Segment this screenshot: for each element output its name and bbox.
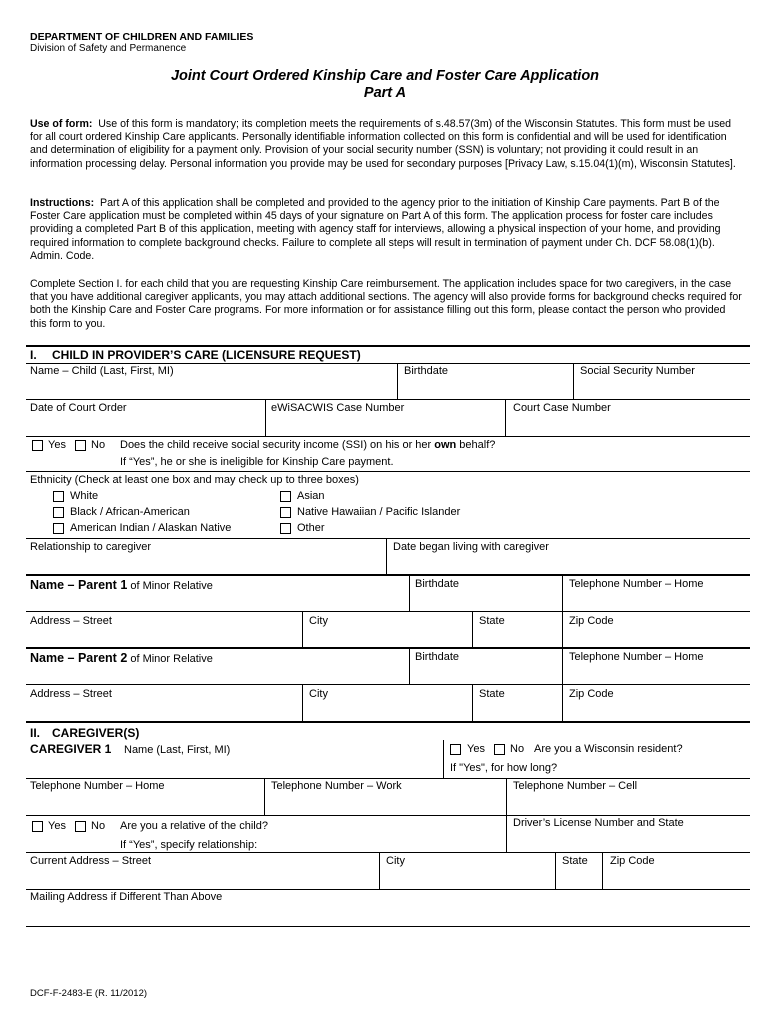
- row-rule: [26, 815, 750, 816]
- ethnicity-white-label: White: [70, 490, 99, 502]
- divider: [302, 684, 303, 722]
- ethnicity-label: Ethnicity (Check at least one box and may check up to three boxes): [30, 474, 359, 486]
- divider: [505, 399, 506, 436]
- row-rule: [26, 647, 750, 649]
- ethnicity-black-checkbox[interactable]: [53, 507, 64, 518]
- relative-yes-label: Yes: [48, 820, 66, 832]
- parent2-telephone-field[interactable]: Telephone Number – Home: [569, 651, 704, 663]
- ethnicity-black-label: Black / African-American: [70, 506, 190, 518]
- form-id: DCF-F-2483-E (R. 11/2012): [30, 988, 148, 999]
- use-of-form-label: Use of form:: [30, 118, 93, 130]
- drivers-license-field[interactable]: Driver’s License Number and State: [513, 817, 684, 829]
- row-rule: [26, 852, 750, 853]
- ethnicity-asian-label: Asian: [297, 490, 325, 502]
- instructions-text: Part A of this application shall be completed and provided to the agency prior to the initiation of Kinship Care payments. Part B of the Foster Care application must be completed within 45 days of your signature on Part A of this form. The application process for foster care includes providing a completed Part B of this application, meeting with agency staff for interviews, allowing a physical inspection of your home, and providing required information to complete background checks. Failure to complete all steps will result in termination of payment under Ch. DCF 58.08(1)(b). Admin. Code.: [30, 197, 721, 262]
- divider: [562, 648, 563, 685]
- current-city-field[interactable]: City: [386, 855, 405, 867]
- parent1-state-field[interactable]: State: [479, 615, 505, 627]
- resident-no-checkbox[interactable]: [494, 744, 505, 755]
- section1-number: I.: [30, 348, 37, 362]
- divider: [409, 648, 410, 685]
- ethnicity-native-checkbox[interactable]: [53, 523, 64, 534]
- row-rule: [26, 778, 750, 779]
- parent1-city-field[interactable]: City: [309, 615, 328, 627]
- row-rule: [26, 471, 750, 472]
- parent1-telephone-field[interactable]: Telephone Number – Home: [569, 578, 704, 590]
- ssi-no-checkbox[interactable]: [75, 440, 86, 451]
- instructions-label: Instructions:: [30, 197, 95, 209]
- parent1-name-bold: Name – Parent 1: [30, 578, 128, 592]
- divider: [472, 611, 473, 648]
- court-case-field[interactable]: Court Case Number: [513, 402, 611, 414]
- parent2-birthdate-field[interactable]: Birthdate: [415, 651, 460, 663]
- parent1-birthdate-field[interactable]: Birthdate: [415, 578, 460, 590]
- row-rule: [26, 538, 750, 539]
- section2-top-rule: [26, 721, 750, 723]
- ssi-question-pre: Does the child receive social security income (SSI) on his or her: [120, 439, 435, 451]
- resident-yes-label: Yes: [467, 743, 485, 755]
- row-rule: [26, 684, 750, 685]
- ewisacwis-case-field[interactable]: eWiSACWIS Case Number: [271, 402, 405, 414]
- caregiver1-tel-home-field[interactable]: Telephone Number – Home: [30, 780, 165, 792]
- section2-heading: CAREGIVER(S): [52, 726, 140, 740]
- parent2-name-bold: Name – Parent 2: [30, 651, 128, 665]
- form-title-part: Part A: [363, 85, 407, 101]
- resident-yes-checkbox[interactable]: [450, 744, 461, 755]
- current-state-field[interactable]: State: [562, 855, 588, 867]
- divider: [397, 363, 398, 399]
- relative-specify-field[interactable]: If “Yes”, specify relationship:: [120, 839, 258, 851]
- divider: [302, 611, 303, 648]
- instructions-paragraph: [30, 197, 742, 263]
- child-birthdate-field[interactable]: Birthdate: [404, 365, 449, 377]
- divider: [443, 740, 444, 779]
- ssi-note: If “Yes”, he or she is ineligible for Kinship Care payment.: [120, 456, 394, 468]
- row-rule: [26, 574, 750, 576]
- caregiver1-tel-cell-field[interactable]: Telephone Number – Cell: [513, 780, 638, 792]
- ethnicity-hawaiian-label: Native Hawaiian / Pacific Islander: [297, 506, 461, 518]
- complete-section-paragraph: Complete Section I. for each child that you are requesting Kinship Care reimbursement. The application includes space for two caregivers, in the case that you have additional caregiver applicants, you may attach additional sections. The agency will also provide forms for background checks required for both the Kinship Care and Foster Care programs. For more information or for assistance filling out this form, please contact the person who provided this form to you.: [30, 278, 742, 330]
- ssi-question: [120, 439, 495, 451]
- division-name: Division of Safety and Permanence: [30, 43, 187, 54]
- row-rule: [26, 399, 750, 400]
- ssi-yes-label: Yes: [48, 439, 66, 451]
- ethnicity-hawaiian-checkbox[interactable]: [280, 507, 291, 518]
- divider: [602, 852, 603, 890]
- resident-no-label: No: [510, 743, 525, 755]
- divider: [562, 575, 563, 612]
- parent2-state-field[interactable]: State: [479, 688, 505, 700]
- divider: [562, 684, 563, 722]
- mailing-address-field[interactable]: Mailing Address if Different Than Above: [30, 891, 223, 903]
- current-zip-field[interactable]: Zip Code: [610, 855, 655, 867]
- relationship-field[interactable]: Relationship to caregiver: [30, 541, 152, 553]
- row-rule: [26, 611, 750, 612]
- resident-duration-field[interactable]: If "Yes", for how long?: [450, 762, 558, 774]
- parent2-city-field[interactable]: City: [309, 688, 328, 700]
- parent2-zip-field[interactable]: Zip Code: [569, 688, 614, 700]
- ethnicity-native-label: American Indian / Alaskan Native: [70, 522, 232, 534]
- parent1-address-field[interactable]: Address – Street: [30, 615, 112, 627]
- ethnicity-other-label: Other: [297, 522, 325, 534]
- ssi-question-post: behalf?: [456, 439, 496, 451]
- date-began-field[interactable]: Date began living with caregiver: [393, 541, 549, 553]
- divider: [562, 611, 563, 648]
- relative-yes-checkbox[interactable]: [32, 821, 43, 832]
- department-name: DEPARTMENT OF CHILDREN AND FAMILIES: [30, 31, 254, 43]
- use-of-form-text: Use of this form is mandatory; its completion meets the requirements of s.48.57(3m) of the Wisconsin Statutes. This form must be used for all court ordered Kinship Care applicants. Personally identifiable information collected on this form is confidential and will be used for identification and determination of eligibility for a payment only. Provision of your social security number (SSN) is voluntary; not providing it could result in an information processing delay. Personal information you provide may be used for secondary purposes [Privacy Law, s.15.04(1)(m), Wisconsin Statutes].: [30, 118, 736, 170]
- child-name-field[interactable]: Name – Child (Last, First, MI): [30, 365, 174, 377]
- parent2-name-field[interactable]: [30, 651, 213, 665]
- caregiver1-name-field[interactable]: Name (Last, First, MI): [124, 744, 231, 756]
- relative-no-label: No: [91, 820, 106, 832]
- child-ssn-field[interactable]: Social Security Number: [580, 365, 695, 377]
- row-rule: [26, 436, 750, 437]
- divider: [265, 399, 266, 436]
- divider: [555, 852, 556, 890]
- current-address-field[interactable]: Current Address – Street: [30, 855, 152, 867]
- ethnicity-other-checkbox[interactable]: [280, 523, 291, 534]
- parent2-address-field[interactable]: Address – Street: [30, 688, 112, 700]
- divider: [573, 363, 574, 399]
- ssi-no-label: No: [91, 439, 106, 451]
- caregiver1-heading: CAREGIVER 1: [30, 742, 112, 756]
- form-title: [0, 68, 770, 102]
- use-of-form-paragraph: [30, 118, 742, 171]
- ssi-question-own: own: [434, 439, 457, 451]
- parent1-zip-field[interactable]: Zip Code: [569, 615, 614, 627]
- row-rule: [26, 926, 750, 927]
- resident-question: Are you a Wisconsin resident?: [534, 743, 683, 755]
- divider: [386, 538, 387, 575]
- divider: [472, 684, 473, 722]
- ethnicity-asian-checkbox[interactable]: [280, 491, 291, 502]
- caregiver1-tel-work-field[interactable]: Telephone Number – Work: [271, 780, 402, 792]
- divider: [264, 778, 265, 815]
- divider: [409, 575, 410, 612]
- relative-question: Are you a relative of the child?: [120, 820, 268, 832]
- parent1-name-rest: of Minor Relative: [127, 580, 213, 592]
- section1-top-rule: [26, 345, 750, 347]
- section2-number: II.: [30, 726, 41, 740]
- parent1-name-field[interactable]: [30, 578, 213, 592]
- relative-no-checkbox[interactable]: [75, 821, 86, 832]
- parent2-name-rest: of Minor Relative: [127, 653, 213, 665]
- divider: [379, 852, 380, 890]
- section1-heading: CHILD IN PROVIDER’S CARE (LICENSURE REQUEST): [52, 348, 361, 362]
- form-title-main: Joint Court Ordered Kinship Care and Foster Care Application: [170, 68, 600, 84]
- ethnicity-white-checkbox[interactable]: [53, 491, 64, 502]
- ssi-yes-checkbox[interactable]: [32, 440, 43, 451]
- row-rule: [26, 889, 750, 890]
- date-court-order-field[interactable]: Date of Court Order: [30, 402, 127, 414]
- section1-heading-rule: [26, 363, 750, 364]
